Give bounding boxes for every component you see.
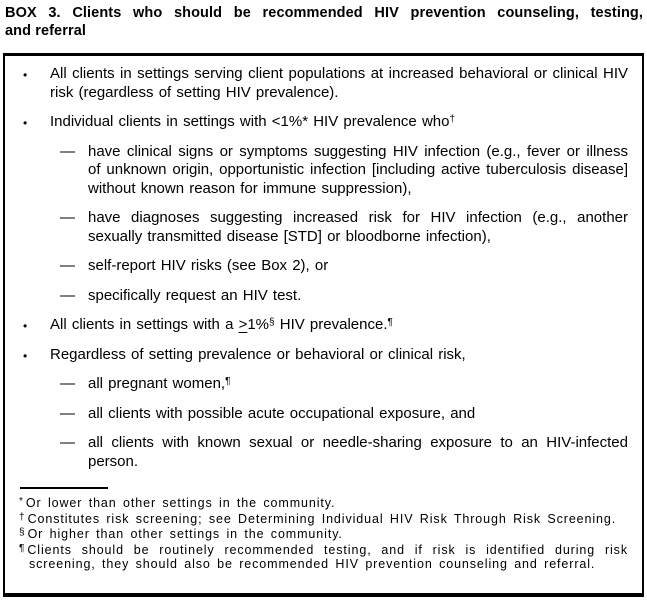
footnote-text: Or lower than other settings in the community.	[25, 496, 336, 510]
dash-marker: —	[60, 142, 75, 160]
footnote-marker: †	[19, 511, 25, 523]
text-run: Regardless of setting prevalence or behavioral or clinical risk,	[50, 345, 466, 363]
item-text	[50, 65, 628, 101]
text-run: all clients with possible acute occupational exposure, and	[88, 404, 476, 422]
dash-marker: —	[60, 375, 75, 392]
item-text	[88, 209, 628, 245]
item-text	[88, 405, 475, 422]
dash-sub-item	[15, 209, 628, 246]
footnote-list	[15, 495, 628, 572]
footnote-text: Constitutes risk screening; see Determining Individual HIV Risk Through Risk Screening.	[27, 511, 617, 526]
text-run: HIV prevalence.	[274, 316, 388, 333]
content-box	[3, 53, 644, 597]
footnote-reference-mark: ¶	[225, 376, 231, 387]
box-title-line-2: and referral	[5, 23, 86, 39]
bullet-item	[15, 113, 628, 132]
dash-marker: —	[60, 286, 75, 304]
dash-sub-item	[15, 257, 628, 276]
text-run: Individual clients in settings with <1%* HIV prevalence who	[50, 113, 450, 130]
text-run: self-report HIV risks (see Box 2), or	[88, 257, 329, 274]
item-text	[88, 434, 628, 470]
dash-marker: —	[60, 209, 75, 226]
bullet-marker: •	[23, 319, 28, 333]
item-text	[50, 346, 466, 363]
dash-sub-item	[15, 287, 628, 306]
dash-sub-item	[15, 375, 628, 394]
bullet-marker: •	[23, 348, 28, 363]
footnote-reference-mark: †	[449, 114, 456, 125]
dash-marker: —	[60, 434, 75, 451]
dash-marker: —	[60, 404, 75, 422]
dash-sub-item	[15, 143, 628, 199]
footnote-reference-mark: §	[269, 317, 275, 328]
bullet-item	[15, 316, 628, 335]
dash-marker: —	[60, 257, 75, 274]
bullet-item	[15, 346, 628, 365]
text-run: have diagnoses suggesting increased risk for HIV infection (e.g., another sexually transmitted disease [STD] or bloodborne infection),	[88, 209, 628, 245]
footnote-marker: ¶	[19, 542, 25, 554]
box-item-list	[15, 65, 628, 471]
item-text	[50, 316, 393, 333]
item-text	[88, 257, 328, 274]
item-text	[50, 113, 455, 130]
footnote-text: Clients should be routinely recommended testing, and if risk is identified during risk screening, they should also be recommended HIV prevention counseling and referral.	[27, 542, 628, 572]
footnote	[15, 542, 628, 572]
box-title-line-1: BOX 3. Clients who should be recommended HIV prevention counseling, testing,	[5, 5, 643, 21]
footnote	[15, 511, 628, 527]
text-run: all clients with known sexual or needle-sharing exposure to an HIV-infected person.	[88, 434, 628, 470]
text-run: 1%	[247, 316, 270, 333]
text-run: specifically request an HIV test.	[88, 286, 302, 304]
footnote	[15, 495, 628, 511]
bullet-item	[15, 65, 628, 102]
text-run: have clinical signs or symptoms suggesting HIV infection (e.g., fever or illness of unknown origin, opportunistic infection [including active tuberculosis disease] without known reason for immune suppression),	[88, 142, 628, 197]
dash-sub-item	[15, 434, 628, 471]
bullet-marker: •	[23, 116, 28, 130]
text-run: All clients in settings with a	[50, 316, 239, 333]
footnote	[15, 526, 628, 542]
footnote-marker: *	[19, 496, 23, 507]
item-text	[88, 375, 230, 392]
text-run: all pregnant women,	[88, 375, 226, 392]
footnote-marker: §	[19, 527, 25, 539]
footnote-reference-mark: ¶	[387, 317, 393, 328]
dash-sub-item	[15, 405, 628, 424]
item-text	[88, 287, 301, 304]
text-run: All clients in settings serving client populations at increased behavioral or clinical HIV risk (regardless of setting HIV prevalence).	[50, 65, 628, 101]
footnote-text: Or higher than other settings in the community.	[27, 527, 343, 542]
footnote-rule	[20, 487, 108, 489]
bullet-marker: •	[23, 68, 28, 82]
box-title	[5, 4, 643, 40]
item-text	[88, 143, 628, 197]
greater-equal-sign: >	[238, 316, 248, 333]
